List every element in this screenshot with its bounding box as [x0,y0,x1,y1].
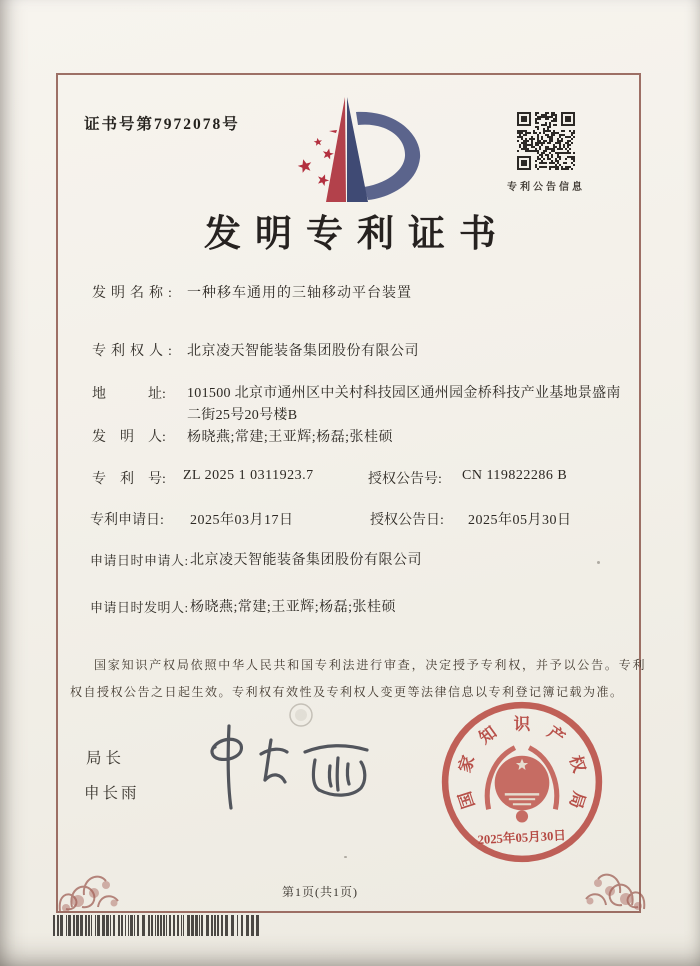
field-label-patentee: 专利权人: [92,344,177,359]
field-value-patent-number: ZL 2025 1 0311923.7 [183,468,314,483]
field-value-invention-name: 一种移车通用的三轴移动平台装置 [187,286,412,301]
certificate-title: 发明专利证书 [204,214,510,255]
field-label-inventors-at-filing: 申请日时发明人: [90,600,189,615]
qr-code [517,112,575,170]
dust-speck [597,561,600,564]
field-value-applicant-at-filing: 北京凌天智能装备集团股份有限公司 [190,553,422,568]
cnipa-patent-logo-icon [272,90,427,208]
director-title: 局长 [86,750,126,767]
svg-text:知: 知 [475,722,501,748]
seal-emblem [487,748,556,823]
field-label-address: 地 址: [92,387,166,402]
field-value-inventors: 杨晓燕;常建;王亚辉;杨磊;张桂硕 [187,430,394,445]
svg-text:局: 局 [565,789,589,811]
field-value-patentee: 北京凌天智能装备集团股份有限公司 [187,344,419,359]
field-label-inventors: 发 明 人: [92,430,166,445]
certificate-number: 证书号第7972078号 [84,116,240,133]
svg-text:家: 家 [455,753,479,775]
page-number: 第1页(共1页) [282,885,358,899]
field-value-address: 101500 北京市通州区中关村科技园区通州园金桥科技产业基地景盛南二街25号20号楼B [187,386,621,423]
director-name: 申长雨 [84,785,140,802]
corner-flourish-left [54,851,139,915]
dust-speck [344,856,347,858]
legal-statement: 国家知识产权局依照中华人民共和国专利法进行审查，决定授予专利权，并予以公告。专利权自授权公告之日起生效。专利权有效性及专利权人变更等法律信息以专利登记簿记载为准。 [70,658,646,699]
field-label-patent-number: 专 利 号: [92,472,166,487]
field-label-grant-publication-date: 授权公告日: [370,513,444,528]
svg-text:产: 产 [543,722,569,748]
svg-text:识: 识 [513,714,531,734]
field-value-grant-publication-number: CN 119822286 B [462,468,568,483]
barcode [53,915,263,936]
field-value-grant-publication-date: 2025年05月30日 [468,513,572,528]
svg-text:国: 国 [455,789,479,811]
corner-flourish-right [565,849,650,913]
field-value-inventors-at-filing: 杨晓燕;常建;王亚辉;杨磊;张桂硕 [190,600,397,615]
field-label-invention-name: 发明名称: [92,286,177,301]
field-label-filing-date: 专利申请日: [90,513,164,528]
field-value-filing-date: 2025年03月17日 [190,513,294,528]
field-label-grant-publication-number: 授权公告号: [368,472,442,487]
field-label-applicant-at-filing: 申请日时申请人: [90,553,189,568]
seal-date: 2025年05月30日 [477,828,567,848]
cnipa-official-seal [436,696,608,868]
qr-caption: 专利公告信息 [507,182,585,193]
director-signature [175,718,390,813]
svg-text:权: 权 [565,753,589,775]
